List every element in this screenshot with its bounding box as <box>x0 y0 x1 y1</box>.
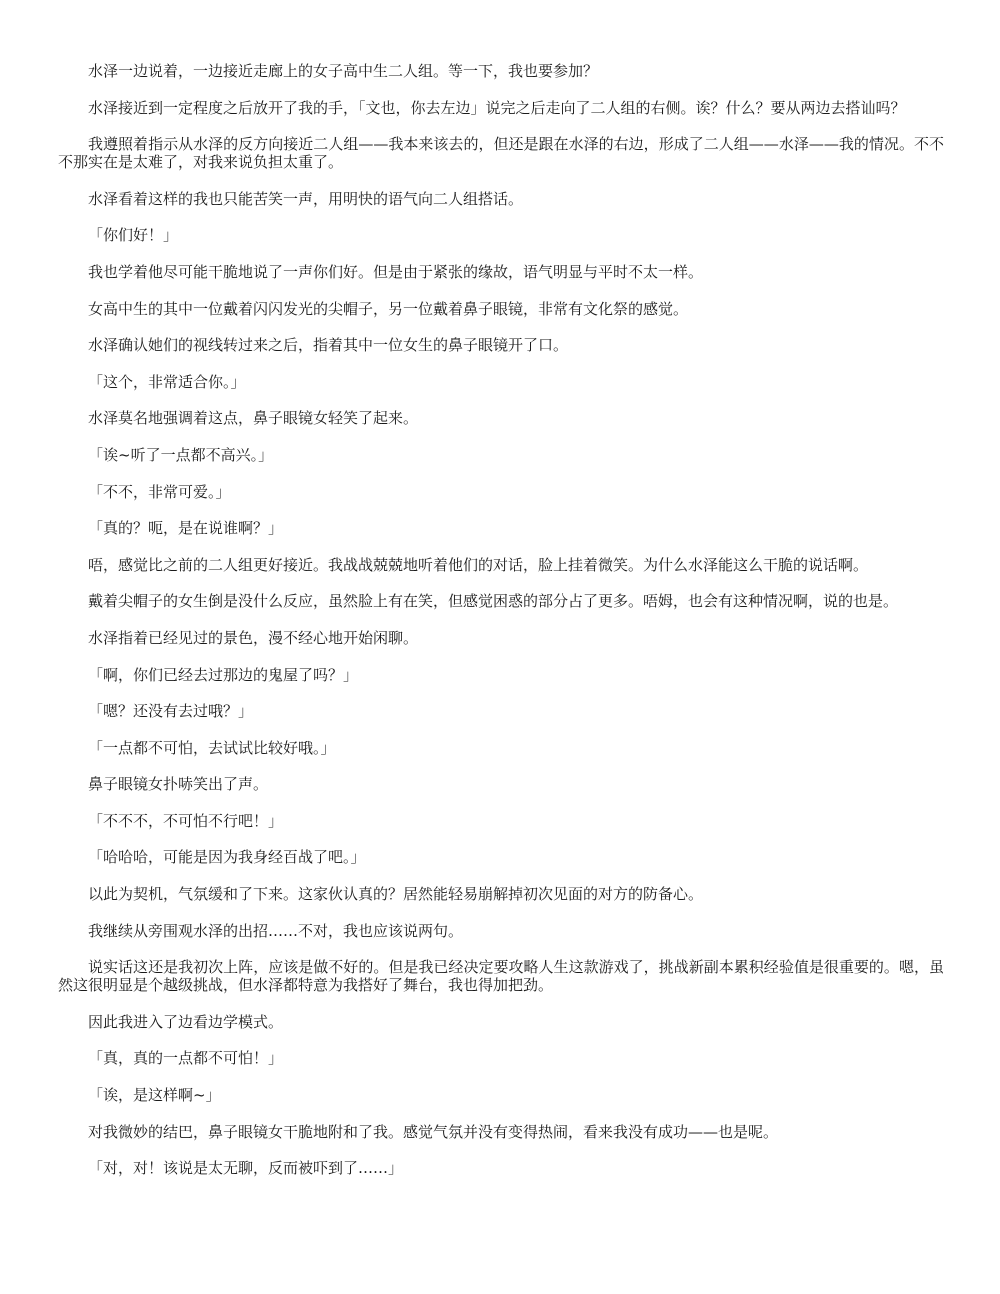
paragraph: 水泽指着已经见过的景色，漫不经心地开始闲聊。 <box>88 628 419 647</box>
paragraph: 女高中生的其中一位戴着闪闪发光的尖帽子，另一位戴着鼻子眼镜，非常有文化祭的感觉。 <box>88 299 689 318</box>
dialogue-line: 「诶~听了一点都不高兴。」 <box>88 445 274 464</box>
dialogue-line: 「对，对！该说是太无聊，反而被吓到了……」 <box>88 1159 404 1178</box>
dialogue-line: 「一点都不可怕，去试试比较好哦。」 <box>88 738 336 757</box>
paragraph: 水泽确认她们的视线转过来之后，指着其中一位女生的鼻子眼镜开了口。 <box>88 336 569 355</box>
paragraph: 我也学着他尽可能干脆地说了一声你们好。但是由于紧张的缘故，语气明显与平时不太一样。 <box>88 262 704 281</box>
paragraph: 以此为契机，气氛缓和了下来。这家伙认真的？居然能轻易崩解掉初次见面的对方的防备心。 <box>88 885 704 904</box>
paragraph: 我继续从旁围观水泽的出招……不对，我也应该说两句。 <box>88 921 464 940</box>
dialogue-line: 「真的？呃，是在说谁啊？」 <box>88 519 284 538</box>
paragraph: 鼻子眼镜女扑哧笑出了声。 <box>88 775 269 794</box>
dialogue-line: 「诶，是这样啊~」 <box>88 1086 221 1105</box>
paragraph: 水泽接近到一定程度之后放开了我的手，「文也，你去左边」说完之后走向了二人组的右侧。诶？什么？要从两边去搭讪吗？ <box>88 98 906 117</box>
paragraph: 对我微妙的结巴，鼻子眼镜女干脆地附和了我。感觉气氛并没有变得热闹，看来我没有成功——也是呢。 <box>88 1122 779 1141</box>
paragraph: 因此我进入了边看边学模式。 <box>88 1012 284 1031</box>
paragraph: 戴着尖帽子的女生倒是没什么反应，虽然脸上有在笑，但感觉困惑的部分占了更多。唔姆，也会有这种情况啊，说的也是。 <box>88 592 899 611</box>
paragraph: 水泽莫名地强调着这点，鼻子眼镜女轻笑了起来。 <box>88 409 419 428</box>
dialogue-line: 「啊，你们已经去过那边的鬼屋了吗？」 <box>88 665 359 684</box>
dialogue-line: 「你们好！」 <box>88 226 179 245</box>
dialogue-line: 「这个，非常适合你。」 <box>88 372 246 391</box>
paragraph: 水泽看着这样的我也只能苦笑一声，用明快的语气向二人组搭话。 <box>88 189 524 208</box>
dialogue-line: 「不不，非常可爱。」 <box>88 482 231 501</box>
paragraph: 唔，感觉比之前的二人组更好接近。我战战兢兢地听着他们的对话，脸上挂着微笑。为什么水泽能这么干脆的说话啊。 <box>88 555 869 574</box>
paragraph: 说实话这还是我初次上阵，应该是做不好的。但是我已经决定要攻略人生这款游戏了，挑战新副本累积经验值是很重要的。嗯，虽然这很明显是个越级挑战，但水泽都特意为我搭好了舞台，我也得加把劲。 <box>58 958 944 995</box>
dialogue-line: 「嗯？还没有去过哦？」 <box>88 702 254 721</box>
paragraph: 我遵照着指示从水泽的反方向接近二人组——我本来该去的，但还是跟在水泽的右边，形成了二人组——水泽——我的情况。不不不那实在是太难了，对我来说负担太重了。 <box>58 135 944 172</box>
dialogue-line: 「不不不，不可怕不行吧！」 <box>88 811 284 830</box>
dialogue-line: 「哈哈哈，可能是因为我身经百战了吧。」 <box>88 848 366 867</box>
dialogue-line: 「真，真的一点都不可怕！」 <box>88 1049 284 1068</box>
paragraph: 水泽一边说着，一边接近走廊上的女子高中生二人组。等一下，我也要参加？ <box>88 62 599 80</box>
